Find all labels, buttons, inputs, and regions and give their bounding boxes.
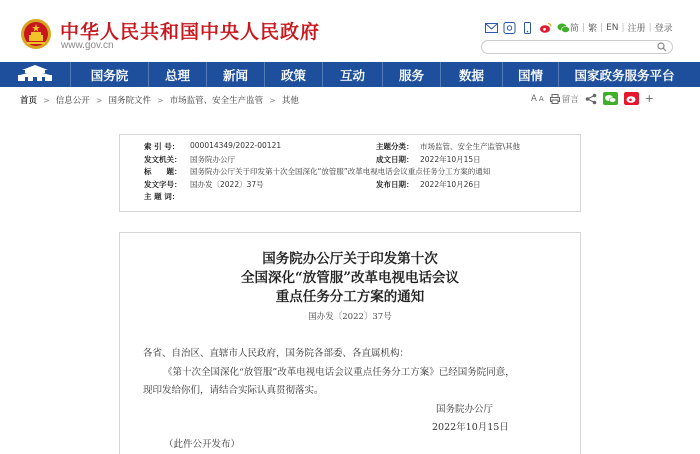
breadcrumb-separator: > [156, 95, 164, 105]
issuer-label: 发文机关： [144, 154, 182, 164]
article-date: 2022年10月15日 [432, 422, 509, 433]
article-content [119, 232, 581, 454]
article-doc-number: 国办发〔2022〕37号 [308, 312, 392, 322]
metadata-row [140, 154, 580, 167]
metadata-row [140, 166, 580, 179]
breadcrumb-home[interactable]: 首页 [20, 96, 38, 106]
breadcrumb-separator: > [269, 95, 276, 105]
wechat-share-icon[interactable] [603, 92, 618, 105]
article-signature: 国务院办公厅 [436, 404, 494, 415]
category-label: 主题分类： [376, 142, 414, 151]
nav-interaction[interactable]: 互动 [322, 62, 382, 87]
article-publication-note: （此件公开发布） [164, 439, 241, 450]
app-icon[interactable] [503, 22, 516, 34]
created-date-value: 2022年10月15日 [420, 154, 481, 164]
article-title-line: 全国深化“放管服”改革电视电话会议 [240, 270, 460, 286]
breadcrumb-other[interactable]: 其他 [281, 96, 299, 106]
nav-premier[interactable]: 总理 [148, 62, 206, 87]
nav-news[interactable]: 新闻 [206, 62, 264, 87]
published-date-value: 2022年10月26日 [420, 179, 481, 189]
share-icon[interactable] [585, 93, 597, 105]
article-title [120, 250, 580, 307]
article-title-line: 国务院办公厅关于印发第十次 [262, 251, 438, 267]
mobile-icon[interactable] [521, 22, 534, 34]
lang-english-link[interactable]: EN [606, 22, 619, 33]
site-url: www.gov.cn [61, 40, 114, 51]
doc-number-label: 发文字号： [144, 179, 182, 189]
title-value: 国务院办公厅关于印发第十次全国深化“放管服”改革电视电话会议重点任务分工方案的通知 [190, 167, 491, 176]
title-label: 标 题： [144, 167, 182, 176]
metadata-row [140, 179, 580, 192]
search-icon[interactable] [657, 42, 667, 52]
article-tools [531, 92, 654, 105]
breadcrumb [20, 94, 299, 106]
subject-terms-label: 主 题 词： [144, 192, 180, 201]
document-metadata-box [119, 134, 581, 212]
print-label: 留言 [561, 94, 579, 105]
tiananmen-icon [0, 62, 70, 87]
index-number-value: 000014349/2022-00121 [190, 141, 282, 150]
national-emblem-icon[interactable] [20, 18, 52, 50]
lang-simplified-link[interactable]: 简 [570, 24, 580, 34]
nav-state-council[interactable]: 国务院 [70, 62, 148, 87]
breadcrumb-market-supervision[interactable]: 市场监管、安全生产监管 [169, 96, 264, 106]
nav-services[interactable]: 服务 [382, 62, 440, 87]
nav-national-info[interactable]: 国情 [502, 62, 558, 87]
weibo-icon[interactable] [539, 22, 552, 34]
nav-data[interactable]: 数据 [440, 62, 502, 87]
login-link[interactable]: 登录 [654, 24, 673, 34]
breadcrumb-state-council-docs[interactable]: 国务院文件 [108, 96, 151, 106]
search-input[interactable] [481, 40, 673, 54]
doc-number-value: 国办发〔2022〕37号 [190, 179, 264, 189]
print-button[interactable] [550, 93, 579, 105]
print-icon [550, 94, 560, 104]
top-links: 简 | 繁 | EN | 注册 | 登录 [570, 22, 673, 34]
metadata-row [140, 191, 580, 204]
wechat-icon[interactable] [557, 22, 570, 34]
font-size-label: A [531, 93, 537, 104]
more-share-button[interactable]: + [644, 92, 654, 105]
weibo-share-icon[interactable] [624, 92, 639, 105]
breadcrumb-bar [0, 87, 700, 113]
article-paragraph-line: 《第十次全国深化“放管服”改革电视电话会议重点任务分工方案》已经国务院同意， [163, 367, 515, 378]
font-size-small-label: A [538, 94, 544, 103]
article-paragraph-line: 现印发给你们，请结合实际认真贯彻落实。 [143, 385, 324, 396]
top-icon-bar [485, 20, 570, 36]
breadcrumb-separator: > [43, 95, 50, 105]
site-header [0, 0, 700, 62]
issuer-value: 国务院办公厅 [190, 154, 235, 164]
register-link[interactable]: 注册 [627, 24, 646, 34]
mail-icon[interactable] [485, 22, 498, 34]
article-title-line: 重点任务分工方案的通知 [275, 289, 425, 305]
nav-policy[interactable]: 政策 [264, 62, 322, 87]
nav-service-platform[interactable]: 国家政务服务平台 [558, 62, 690, 87]
site-title[interactable]: 中华人民共和国中央人民政府 [60, 21, 321, 43]
breadcrumb-separator: > [95, 95, 103, 105]
created-date-label: 成文日期： [376, 154, 414, 164]
breadcrumb-info-public[interactable]: 信息公开 [55, 96, 90, 106]
index-number-label: 索 引 号： [144, 142, 180, 151]
category-value: 市场监管、安全生产监管\其他 [420, 142, 521, 151]
font-size-button[interactable] [531, 94, 544, 104]
published-date-label: 发布日期： [376, 179, 414, 189]
nav-home-tiananmen[interactable] [0, 62, 70, 87]
lang-traditional-link[interactable]: 繁 [588, 24, 598, 34]
main-nav [0, 62, 700, 87]
article-salutation: 各省、自治区、直辖市人民政府，国务院各部委、各直属机构： [143, 348, 410, 359]
metadata-row [140, 141, 580, 154]
